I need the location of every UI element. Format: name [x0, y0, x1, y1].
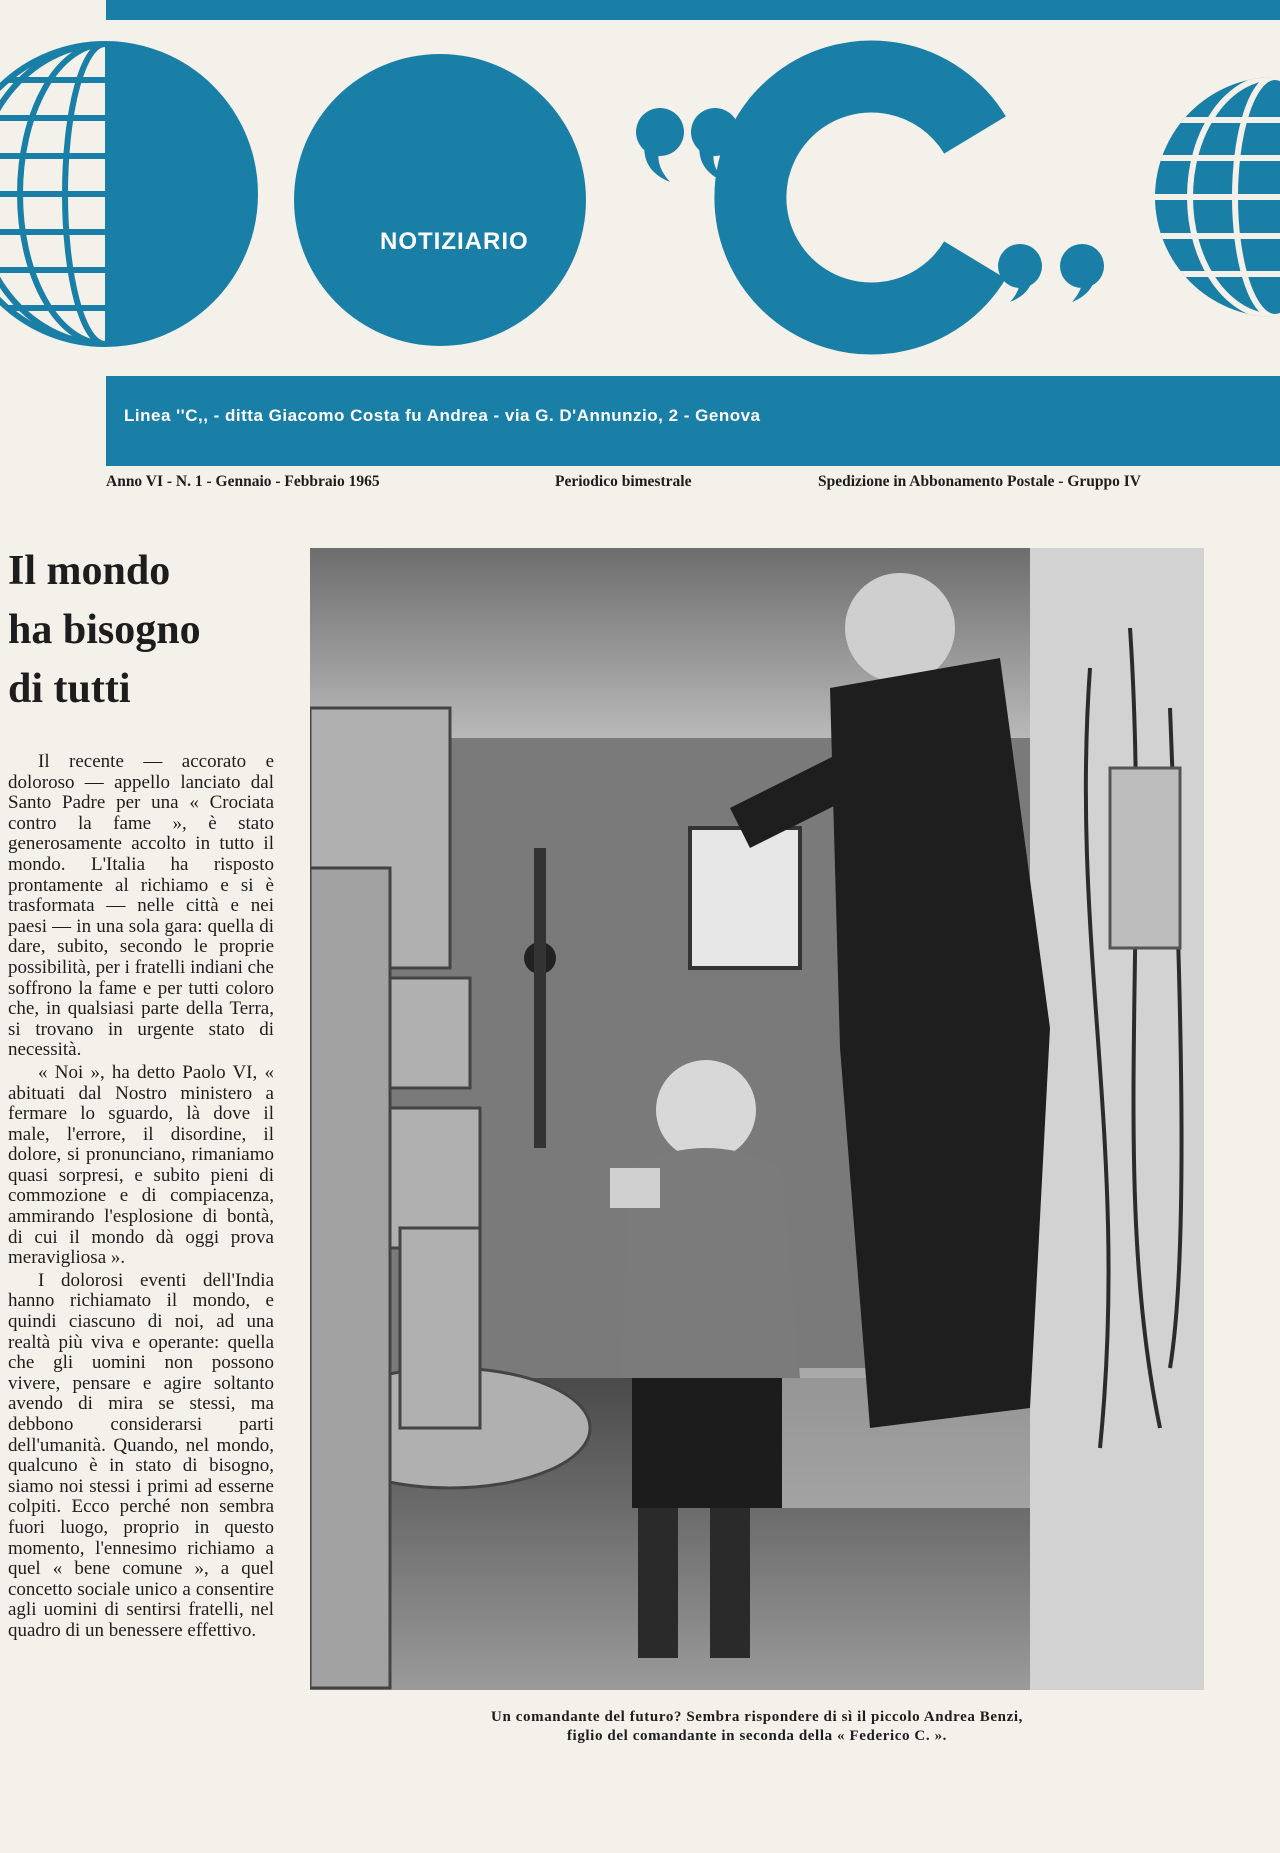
article-body [8, 752, 274, 1644]
caption-line: figlio del comandante in seconda della « Federico C. ». [566, 1728, 948, 1744]
article-paragraph: Il recente — accorato e doloroso — appello lanciato dal Santo Padre per una « Crociata contro la fame », è stato generosamente accolto in tutto il mondo. L'Italia ha risposto prontamente al richiamo e si è trasformata — nelle città e nei paesi — in una sola gara: quella di dare, subito, secondo le proprie possibilità, per i fratelli indiani che soffrono la fame e per tutti coloro che, in qualsiasi parte della Terra, si trovano in urgente stato di necessità. [8, 751, 274, 1061]
headline-line: ha bisogno [8, 607, 201, 653]
article-paragraph: « Noi », ha detto Paolo VI, « abituati dal Nostro ministero a fermare lo sguardo, là dove il male, l'errore, il disordine, il dolore, si pronunciano, rimaniamo quasi sorpresi, e subito pieni di commozione e di compiacenza, ammirando l'esplosione di bontà, di cui il mondo dà oggi prova meravigliosa ». [8, 1061, 274, 1269]
masthead-logo [0, 40, 1280, 360]
headline-line: di tutti [8, 666, 131, 712]
close-quote-icon [998, 244, 1104, 302]
notiziario-label: NOTIZIARIO [380, 228, 529, 255]
issue-frequency: Periodico bimestrale [555, 473, 692, 490]
publisher-info: Linea ''C,, - ditta Giacomo Costa fu Andrea - via G. D'Annunzio, 2 - Genova [124, 406, 761, 425]
left-globe-icon [0, 40, 255, 360]
notiziario-disc [294, 54, 586, 346]
publisher-bar [106, 376, 1280, 466]
photo-caption [310, 1708, 1204, 1746]
caption-line: Un comandante del futuro? Sembra rispondere di sì il piccolo Andrea Benzi, [491, 1709, 1023, 1725]
article-paragraph: I dolorosi eventi dell'India hanno richiamato il mondo, e quindi ciascuno di noi, ad una realtà più viva e operante: quella che gli uomini non possono vivere, pensare e agire soltanto avendo di mira se stessi, ma debbono considerarsi parti dell'umanità. Quando, nel mondo, qualcuno è in stato di bisogno, siamo noi stessi i primi ad esserne colpiti. Ecco perché non sembra fuori luogo, proprio in questo momento, l'ennesimo richiamo a quel « bene comune », a quel concetto sociale unico a consentire agli uomini di sentirsi fratelli, nel quadro di un benessere effettivo. [8, 1269, 274, 1641]
issue-edition: Anno VI - N. 1 - Gennaio - Febbraio 1965 [106, 473, 380, 490]
letter-c-icon [750, 77, 975, 319]
masthead [0, 40, 1280, 360]
right-globe-icon [1150, 77, 1280, 317]
article-photo [310, 548, 1204, 1690]
bridge-photo-illustration [310, 548, 1204, 1690]
top-color-strip [106, 0, 1280, 20]
headline-line: Il mondo [8, 548, 171, 594]
issue-postal: Spedizione in Abbonamento Postale - Gruppo IV [818, 473, 1141, 490]
article-headline [8, 542, 298, 719]
